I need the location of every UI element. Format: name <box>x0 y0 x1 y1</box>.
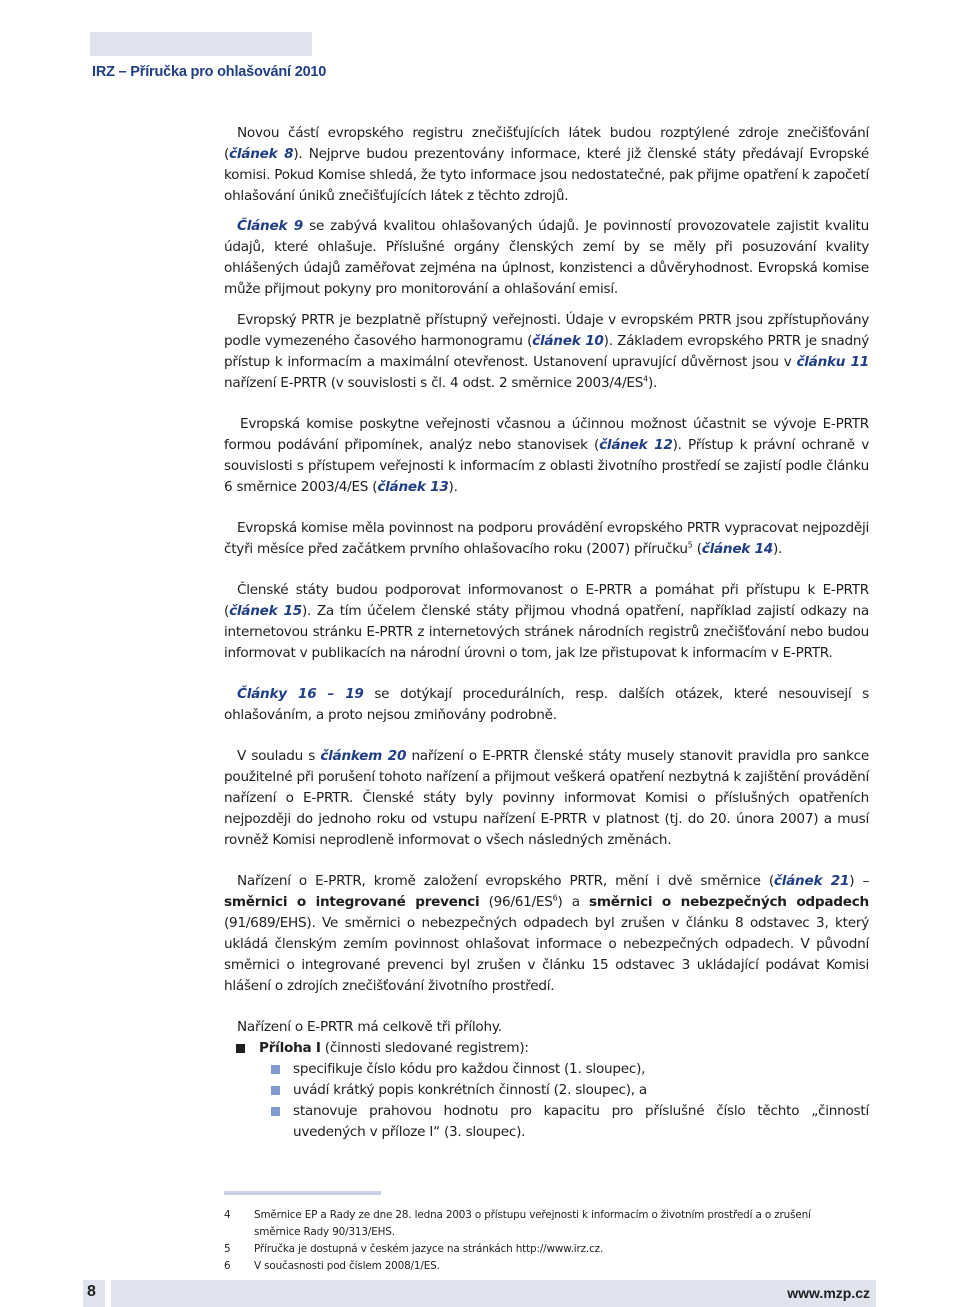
annex-sublist <box>259 1059 869 1143</box>
article-ref: článek 15 <box>229 603 302 619</box>
annex-subitem: specifikuje číslo kódu pro každou činnost (1. sloupec), <box>224 1059 869 1080</box>
article-ref: článek 13 <box>377 479 449 495</box>
annex-list <box>224 1038 869 1143</box>
paragraph-article-9: Článek 9 se zabývá kvalitou ohlašovaných údajů. Je povinností provozovatele zajistit kvalitu údajů, které ohlašuje. Příslušné orgány členských zemí by se měly při posuzování kvality ohlášených údajů zaměřovat zejména na úplnost, konzistenci a důvěryhodnost. Evropská komise může přijmout pokyny pro monitorování a ohlašování emisí. <box>224 218 869 297</box>
square-bullet-icon <box>271 1086 280 1095</box>
paragraph-article-20: V souladu s článkem 20 nařízení o E-PRTR členské státy musely stanovit pravidla pro sankce použitelné při porušení tohoto nařízení a přijmout veškerá opatření nezbytná k zajištění provádění nařízení o E-PRTR. Členské státy byly povinny informovat Komisi o příslušných opatřeních nejpozději do jednoho roku od vstupu nařízení E-PRTR v platnost (tj. do 20. února 2007) a musí rovněž Komisi neprodleně informovat o všech následných změnách. <box>224 748 869 848</box>
paragraph-article-21: Nařízení o E-PRTR, kromě založení evropského PRTR, mění i dvě směrnice (článek 21) – směrnici o integrované prevenci $(96/61/ES^6)$ a směrnici o nebezpečných odpadech (91/689/EHS). Ve směrnici o nebezpečných odpadech byl zrušen v článku 8 odstavec 3, který ukládá členským zemím povinnost ohlašovat informace o nebezpečných odpadech. V původní směrnici o integrované prevenci byl zrušen v článku 15 odstavec 3 ukládající podávat Komisi hlášení o zdrojích znečišťování životního prostředí. <box>224 873 869 994</box>
main-text <box>224 123 869 1143</box>
footer-band <box>111 1280 876 1307</box>
footnote-ref: 6 <box>552 893 558 903</box>
article-ref: Článek 9 <box>237 218 303 234</box>
footnote-divider <box>224 1191 381 1195</box>
article-ref: článek 10 <box>532 333 604 349</box>
page-number: 8 <box>87 1283 96 1300</box>
article-ref: Články 16 – 19 <box>237 686 364 702</box>
article-ref: článek 8 <box>229 146 294 162</box>
annex-label: Příloha I <box>259 1040 321 1056</box>
square-bullet-icon <box>271 1107 280 1116</box>
paragraph-articles-16-19: Články 16 – 19 se dotýkají procedurálních, resp. dalších otázek, které nesouvisejí s ohlašováním, a proto nejsou zmiňovány podrobně. <box>224 686 869 723</box>
directive-name: směrnici o integrované prevenci <box>224 894 480 910</box>
footnotes <box>224 1207 844 1275</box>
paragraph-articles-12-13: Evropská komise poskytne veřejnosti včasnou a účinnou možnost účastnit se vývoje E-PRTR formou podávání připomínek, analýz nebo stanovisek (článek 12). Přístup k právní ochraně v souvislosti s přístupem veřejnosti k informacím z oblasti životního prostředí se zajistí podle článku 6 směrnice 2003/4/ES (článek 13). <box>224 416 869 495</box>
square-bullet-icon <box>236 1044 245 1053</box>
footnote: 5 Příručka je dostupná v českém jazyce na stránkách http://www.irz.cz. <box>224 1243 604 1255</box>
footnote-ref: 4 <box>643 374 648 384</box>
footnote-ref: 5 <box>687 540 693 550</box>
running-title: IRZ – Příručka pro ohlašování 2010 <box>92 64 327 80</box>
footnote: 4 Směrnice EP a Rady ze dne 28. ledna 2003 o přístupu veřejnosti k informacím o životním prostředí a o zrušení směrnice Rady 90/313/EHS. <box>224 1209 811 1238</box>
annex-subitem: stanovuje prahovou hodnotu pro kapacitu pro příslušné číslo těchto „činností uvedených v příloze I“ (3. sloupec). <box>224 1101 869 1143</box>
footnote: 6 V současnosti pod číslem 2008/1/ES. <box>224 1260 440 1272</box>
square-bullet-icon <box>271 1065 280 1074</box>
paragraph-article-15: Členské státy budou podporovat informovanost o E-PRTR a pomáhat při přístupu k E-PRTR (článek 15). Za tím účelem členské státy přijmou vhodná opatření, například zajistí odkazy na internetovou stránku E-PRTR z internetových stránek národních registrů znečišťování nebo budou informovat v publikacích na národní úrovni o tom, jak lze přistupovat k informacím v E-PRTR. <box>224 582 869 661</box>
paragraph-article-8: Novou částí evropského registru znečišťujících látek budou rozptýlené zdroje znečišťování (článek 8). Nejprve budou prezentovány informace, které již členské státy předávají Evropské komisi. Pokud Komise shledá, že tyto informace jsou nedostatečné, pak přijme opatření k započetí ohlašování úniků znečišťujících látek z těchto zdrojů. <box>224 125 869 204</box>
footer-url: www.mzp.cz <box>787 1285 870 1301</box>
article-ref: článku 11 <box>796 354 869 370</box>
annex-subitem: uvádí krátký popis konkrétních činností (2. sloupec), a <box>224 1080 869 1101</box>
article-ref: článek 14 <box>701 541 773 557</box>
annex-item: Příloha I (činnosti sledované registrem): specifikuje číslo kódu pro každou činnost (1. sloupec), uvádí krátký popis konkrétních činností (2. sloupec), a stanovuje prahovou hodnotu pro kapacitu pro příslušné číslo těchto „činností uvedených v příloze I“ (3. sloupec). <box>224 1038 869 1143</box>
paragraph-article-14: Evropská komise měla povinnost na podporu provádění evropského PRTR vypracovat nejpozději čtyři měsíce před začátkem prvního ohlašovacího roku (2007) příručku$^5$ (článek 14). <box>224 520 869 557</box>
paragraph-annexes: Nařízení o E-PRTR má celkově tři přílohy. <box>237 1019 502 1035</box>
paragraph-articles-10-11: Evropský PRTR je bezplatně přístupný veřejnosti. Údaje v evropském PRTR jsou zpřístupňovány podle vymezeného časového harmonogramu (článek 10). Základem evropského PRTR je snadný přístup k informacím a maximální otevřenost. Ustanovení upravující důvěrnost jsou v článku 11 nařízení E-PRTR (v souvislosti s čl. 4 odst. 2 směrnice $2003/4/ES^4$). <box>224 312 869 391</box>
directive-name: směrnici o nebezpečných odpadech <box>589 894 869 910</box>
article-ref: článek 21 <box>773 873 850 889</box>
header-band <box>90 32 312 56</box>
article-ref: článek 12 <box>599 437 673 453</box>
article-ref: článkem 20 <box>320 748 407 764</box>
